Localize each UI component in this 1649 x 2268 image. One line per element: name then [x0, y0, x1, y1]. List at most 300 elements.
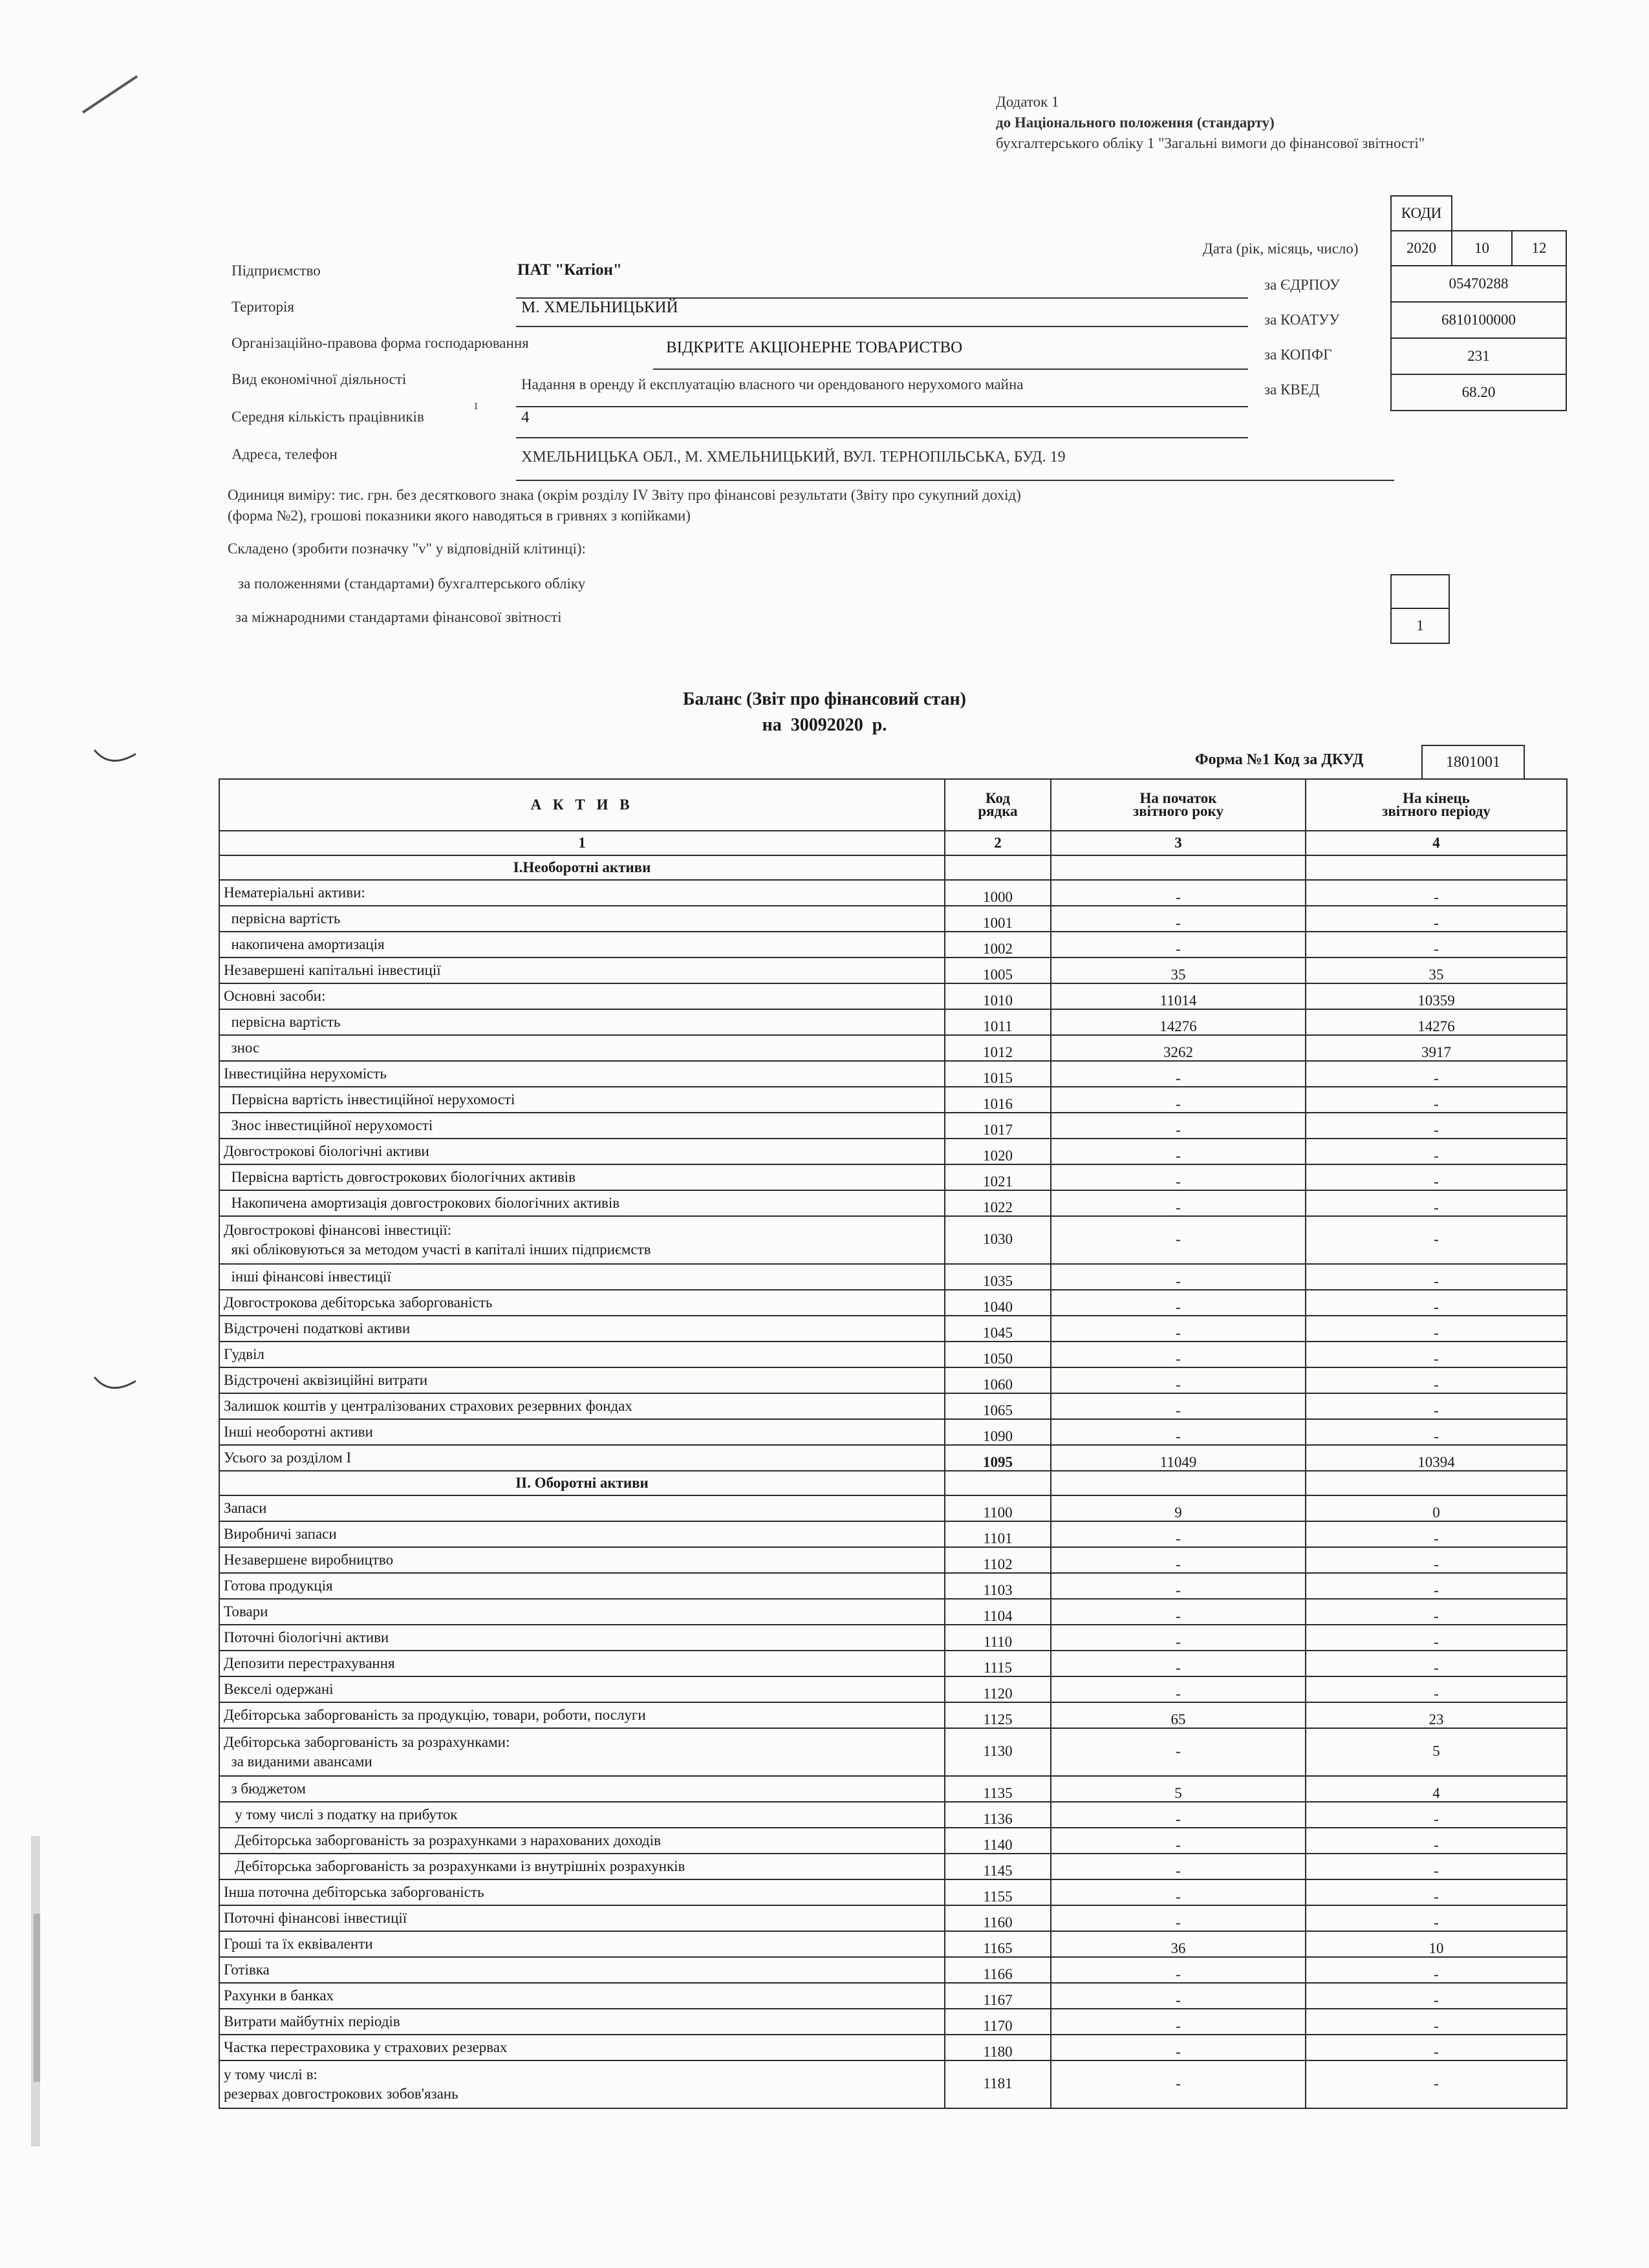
row-code: 1165 [945, 1931, 1051, 1957]
row-label-line-1: Інша поточна дебіторська заборгованість [224, 1884, 484, 1900]
row-label-line-1: Незавершені капітальні інвестиції [224, 962, 441, 978]
row-code: 1125 [945, 1702, 1051, 1728]
header-begin-line-1: На початок [1139, 790, 1217, 806]
table-row [219, 1290, 1567, 1316]
hole-punch-mark-bottom [91, 1364, 142, 1403]
row-label [219, 1728, 945, 1776]
enterprise-label: Підприємство [232, 262, 321, 279]
row-label [219, 1854, 945, 1879]
territory-underline [516, 326, 1248, 327]
row-label-line-1: Дебіторська заборгованість за продукцію, товари, роботи, послуги [224, 1707, 646, 1723]
section-title: I.Необоротні активи [219, 855, 945, 880]
dkud-code: 1801001 [1421, 745, 1525, 780]
row-value-end: - [1306, 1573, 1567, 1599]
row-label-line-1: Інші необоротні активи [224, 1424, 373, 1440]
row-value-end: - [1306, 1393, 1567, 1419]
row-value-begin: - [1051, 1164, 1306, 1190]
row-value-begin: - [1051, 1547, 1306, 1573]
row-label [219, 2060, 945, 2108]
row-code: 1000 [945, 880, 1051, 906]
row-code: 1166 [945, 1957, 1051, 1983]
empty-cell [945, 1471, 1051, 1495]
row-label [219, 1342, 945, 1367]
table-row [219, 880, 1567, 906]
row-value-begin: 11014 [1051, 983, 1306, 1009]
row-value-end: - [1306, 1190, 1567, 1216]
row-label [219, 1216, 945, 1264]
header-code-line-2: рядка [978, 803, 1018, 819]
row-value-begin: - [1051, 1676, 1306, 1702]
row-value-end: - [1306, 1547, 1567, 1573]
table-row [219, 1419, 1567, 1445]
code-kopfg: 231 [1391, 338, 1566, 374]
row-label-line-1: знос [224, 1040, 260, 1056]
header-asset: А К Т И В [219, 779, 945, 831]
code-koatuu: 6810100000 [1391, 302, 1566, 338]
row-value-begin: - [1051, 1802, 1306, 1828]
row-value-end: - [1306, 1164, 1567, 1190]
row-code: 1160 [945, 1905, 1051, 1931]
row-code: 1101 [945, 1521, 1051, 1547]
row-label [219, 1419, 945, 1445]
row-label-line-1: Витрати майбутніх періодів [224, 2013, 400, 2029]
row-label-line-1: Гроші та їх еквіваленти [224, 1936, 373, 1952]
row-code: 1005 [945, 957, 1051, 983]
row-value-end: - [1306, 1216, 1567, 1264]
row-code: 1170 [945, 2009, 1051, 2035]
row-value-end: - [1306, 1139, 1567, 1164]
row-label-line-1: Поточні біологічні активи [224, 1629, 389, 1645]
row-label [219, 1521, 945, 1547]
row-value-end: 14276 [1306, 1009, 1567, 1035]
row-code: 1104 [945, 1599, 1051, 1625]
row-label-line-1: Накопичена амортизація довгострокових біологічних активів [224, 1195, 620, 1211]
row-label [219, 1035, 945, 1061]
row-code: 1020 [945, 1139, 1051, 1164]
row-label-line-1: Гудвіл [224, 1346, 264, 1362]
table-row [219, 1139, 1567, 1164]
row-code: 1017 [945, 1113, 1051, 1139]
table-row [219, 1061, 1567, 1087]
row-label-line-1: Усього за розділом I [224, 1450, 352, 1466]
employees-footnote-mark: 1 [473, 401, 479, 412]
row-value-end: 4 [1306, 1776, 1567, 1802]
compiled-national-box [1390, 574, 1450, 609]
activity-underline [516, 406, 1248, 407]
row-label [219, 1879, 945, 1905]
row-value-begin: 5 [1051, 1776, 1306, 1802]
table-row [219, 1521, 1567, 1547]
row-value-end: - [1306, 906, 1567, 932]
row-value-end: - [1306, 1983, 1567, 2009]
row-value-begin: - [1051, 932, 1306, 957]
table-row [219, 1087, 1567, 1113]
row-code: 1001 [945, 906, 1051, 932]
row-value-begin: - [1051, 1728, 1306, 1776]
row-value-end: - [1306, 1625, 1567, 1651]
row-label-line-1: Дебіторська заборгованість за розрахунками з нарахованих доходів [224, 1832, 661, 1848]
hole-punch-mark-top [91, 737, 142, 776]
scan-edge-smudge [19, 1836, 58, 2146]
table-row [219, 1164, 1567, 1190]
header-end-line-2: звітного періоду [1382, 803, 1491, 819]
row-value-end: - [1306, 1879, 1567, 1905]
row-label-line-1: Інвестиційна нерухомість [224, 1065, 387, 1082]
table-row [219, 1445, 1567, 1471]
row-value-begin: - [1051, 1905, 1306, 1931]
row-value-begin: - [1051, 1139, 1306, 1164]
row-label [219, 1393, 945, 1419]
row-value-end: 10 [1306, 1931, 1567, 1957]
row-value-begin: 35 [1051, 957, 1306, 983]
row-code: 1015 [945, 1061, 1051, 1087]
table-row [219, 1802, 1567, 1828]
row-label [219, 1905, 945, 1931]
row-label-line-1: Дебіторська заборгованість за розрахунками із внутрішніх розрахунків [224, 1858, 685, 1874]
row-code: 1140 [945, 1828, 1051, 1854]
row-code: 1136 [945, 1802, 1051, 1828]
row-code: 1040 [945, 1290, 1051, 1316]
row-value-begin: 9 [1051, 1495, 1306, 1521]
row-value-end: - [1306, 1521, 1567, 1547]
row-value-begin: - [1051, 2035, 1306, 2060]
row-value-begin: - [1051, 1521, 1306, 1547]
row-value-begin: - [1051, 1651, 1306, 1676]
row-label-line-1: Первісна вартість довгострокових біологічних активів [224, 1169, 576, 1185]
row-code: 1060 [945, 1367, 1051, 1393]
row-value-end: - [1306, 1342, 1567, 1367]
row-value-end: - [1306, 1651, 1567, 1676]
row-label-line-1: у тому числі з податку на прибуток [224, 1806, 458, 1823]
row-label [219, 1316, 945, 1342]
row-value-end: - [1306, 1905, 1567, 1931]
row-value-begin: - [1051, 1290, 1306, 1316]
table-row [219, 2009, 1567, 2035]
table-row [219, 1393, 1567, 1419]
row-value-end: - [1306, 1290, 1567, 1316]
row-value-end: - [1306, 1419, 1567, 1445]
table-row [219, 2060, 1567, 2108]
employees-label: Середня кількість працівників [232, 409, 424, 425]
row-label-line-1: Довгострокові фінансові інвестиції: [224, 1222, 452, 1238]
row-value-begin: - [1051, 1983, 1306, 2009]
row-value-begin: - [1051, 1113, 1306, 1139]
balance-table [219, 778, 1568, 2109]
table-row [219, 1316, 1567, 1342]
table-row [219, 1728, 1567, 1776]
column-number-row [219, 831, 1567, 855]
table-row [219, 1035, 1567, 1061]
report-title: Баланс (Звіт про фінансовий стан) [682, 689, 966, 709]
row-label-line-1: Довгострокова дебіторська заборгованість [224, 1294, 493, 1311]
row-label [219, 1957, 945, 1983]
row-value-begin: - [1051, 1216, 1306, 1264]
code-year: 2020 [1391, 231, 1452, 266]
row-code: 1102 [945, 1547, 1051, 1573]
compiled-international-box: 1 [1390, 608, 1450, 644]
header-begin [1051, 779, 1306, 831]
row-code: 1011 [945, 1009, 1051, 1035]
row-value-begin: - [1051, 1599, 1306, 1625]
row-label [219, 2009, 945, 2035]
table-row [219, 1983, 1567, 2009]
row-value-begin: - [1051, 1879, 1306, 1905]
row-label-line-1: з бюджетом [224, 1781, 306, 1797]
appendix-line-2: до Національного положення (стандарту) [996, 114, 1275, 131]
row-value-end: - [1306, 1854, 1567, 1879]
row-code: 1110 [945, 1625, 1051, 1651]
row-value-begin: - [1051, 906, 1306, 932]
code-edrpou: 05470288 [1391, 266, 1566, 302]
row-label-line-1: Готівка [224, 1962, 270, 1978]
row-value-end: - [1306, 932, 1567, 957]
empty-cell [1306, 855, 1567, 880]
table-row [219, 1879, 1567, 1905]
row-label [219, 1599, 945, 1625]
row-value-end: 5 [1306, 1728, 1567, 1776]
report-date-suffix: р. [872, 715, 887, 735]
row-label-line-1: Залишок коштів у централізованих страхових резервних фондах [224, 1398, 632, 1414]
row-code: 1095 [945, 1445, 1051, 1471]
row-label-line-1: первісна вартість [224, 1014, 341, 1030]
form-label: Форма №1 Код за ДКУД [1195, 751, 1364, 768]
row-value-begin: - [1051, 1190, 1306, 1216]
table-row [219, 1957, 1567, 1983]
row-value-begin: - [1051, 1828, 1306, 1854]
table-row [219, 1702, 1567, 1728]
row-value-end: - [1306, 880, 1567, 906]
row-code: 1135 [945, 1776, 1051, 1802]
report-date-line [0, 715, 1649, 736]
row-label [219, 1625, 945, 1651]
row-value-end: - [1306, 1802, 1567, 1828]
row-value-end: 10394 [1306, 1445, 1567, 1471]
table-row [219, 1342, 1567, 1367]
row-label [219, 906, 945, 932]
col-num-3: 3 [1051, 831, 1306, 855]
row-label-line-1: Векселі одержані [224, 1681, 334, 1697]
table-row [219, 1905, 1567, 1931]
table-row [219, 1573, 1567, 1599]
row-label-line-1: Готова продукція [224, 1578, 333, 1594]
row-value-end: - [1306, 1367, 1567, 1393]
kopfg-label: за КОПФГ [1264, 347, 1332, 363]
row-value-end: - [1306, 1599, 1567, 1625]
table-row [219, 983, 1567, 1009]
table-row [219, 2035, 1567, 2060]
table-row [219, 1599, 1567, 1625]
row-value-begin: - [1051, 1957, 1306, 1983]
row-code: 1065 [945, 1393, 1051, 1419]
row-code: 1103 [945, 1573, 1051, 1599]
col-num-4: 4 [1306, 831, 1567, 855]
legal-form-value: ВІДКРИТЕ АКЦІОНЕРНЕ ТОВАРИСТВО [666, 339, 963, 356]
row-code: 1100 [945, 1495, 1051, 1521]
row-label [219, 1009, 945, 1035]
table-row [219, 1495, 1567, 1521]
row-value-end: - [1306, 1957, 1567, 1983]
empty-cell [1051, 1471, 1306, 1495]
row-label [219, 1445, 945, 1471]
enterprise-value: ПАТ "Катіон" [517, 261, 622, 279]
header-code [945, 779, 1051, 831]
header-end [1306, 779, 1567, 831]
table-row [219, 1264, 1567, 1290]
row-label-line-1: первісна вартість [224, 910, 341, 926]
row-label [219, 1983, 945, 2009]
row-label [219, 1802, 945, 1828]
row-value-begin: 14276 [1051, 1009, 1306, 1035]
row-code: 1180 [945, 2035, 1051, 2060]
row-label [219, 1113, 945, 1139]
table-row [219, 1676, 1567, 1702]
table-row [219, 1651, 1567, 1676]
koatuu-label: за КОАТУУ [1264, 312, 1340, 328]
table-row [219, 1190, 1567, 1216]
table-row [219, 1216, 1567, 1264]
activity-label: Вид економічної діяльності [232, 371, 407, 387]
row-value-end: 3917 [1306, 1035, 1567, 1061]
row-label [219, 983, 945, 1009]
table-row [219, 1367, 1567, 1393]
code-kved: 68.20 [1391, 374, 1566, 411]
empty-cell [1306, 1471, 1567, 1495]
row-value-begin: 3262 [1051, 1035, 1306, 1061]
row-code: 1021 [945, 1164, 1051, 1190]
table-row [219, 1625, 1567, 1651]
codes-grid [1390, 195, 1567, 411]
row-code: 1155 [945, 1879, 1051, 1905]
table-row [219, 1113, 1567, 1139]
table-row [219, 1776, 1567, 1802]
row-value-begin: - [1051, 1316, 1306, 1342]
compiled-international-label: за міжнародними стандартами фінансової звітності [235, 609, 562, 625]
row-code: 1030 [945, 1216, 1051, 1264]
employees-underline [516, 437, 1248, 438]
row-label-line-1: Знос інвестиційної нерухомості [224, 1117, 433, 1133]
row-label [219, 1139, 945, 1164]
row-label-line-1: Рахунки в банках [224, 1987, 334, 2004]
row-code: 1130 [945, 1728, 1051, 1776]
address-label: Адреса, телефон [232, 446, 338, 462]
row-value-end: 35 [1306, 957, 1567, 983]
row-label [219, 1676, 945, 1702]
row-label-line-1: Відстрочені аквізиційні витрати [224, 1372, 428, 1388]
row-label [219, 1264, 945, 1290]
row-code: 1181 [945, 2060, 1051, 2108]
row-label [219, 880, 945, 906]
header-begin-line-2: звітного року [1133, 803, 1223, 819]
units-note [228, 485, 1021, 526]
kved-label: за КВЕД [1264, 381, 1320, 398]
row-value-begin: - [1051, 1419, 1306, 1445]
row-value-begin: - [1051, 1854, 1306, 1879]
row-value-begin: - [1051, 2009, 1306, 2035]
header-code-line-1: Код [985, 790, 1010, 806]
compiled-national-label: за положеннями (стандартами) бухгалтерського обліку [238, 575, 586, 592]
codes-header: КОДИ [1391, 196, 1452, 231]
table-row [219, 1828, 1567, 1854]
row-value-begin: - [1051, 1393, 1306, 1419]
row-code: 1045 [945, 1316, 1051, 1342]
row-code: 1145 [945, 1854, 1051, 1879]
col-num-2: 2 [945, 831, 1051, 855]
row-label-line-1: Товари [224, 1603, 268, 1620]
row-label-line-1: інші фінансові інвестиції [224, 1268, 391, 1285]
row-value-end: - [1306, 2060, 1567, 2108]
row-code: 1035 [945, 1264, 1051, 1290]
row-value-begin: - [1051, 1625, 1306, 1651]
row-label-line-1: Довгострокові біологічні активи [224, 1143, 429, 1159]
row-value-end: - [1306, 1061, 1567, 1087]
table-header-row [219, 779, 1567, 831]
row-value-end: - [1306, 1264, 1567, 1290]
row-value-end: 23 [1306, 1702, 1567, 1728]
row-label [219, 1931, 945, 1957]
row-code: 1115 [945, 1651, 1051, 1676]
row-label-line-1: Поточні фінансові інвестиції [224, 1910, 407, 1926]
appendix-note [996, 92, 1425, 154]
address-value: ХМЕЛЬНИЦЬКА ОБЛ., М. ХМЕЛЬНИЦЬКИЙ, ВУЛ. ТЕРНОПІЛЬСЬКА, БУД. 19 [521, 449, 1066, 465]
row-value-end: - [1306, 2035, 1567, 2060]
table-row [219, 1547, 1567, 1573]
row-label [219, 1190, 945, 1216]
report-date: 30092020 [790, 715, 863, 735]
code-month: 10 [1452, 231, 1512, 266]
section-title: II. Оборотні активи [219, 1471, 945, 1495]
row-value-end: - [1306, 1828, 1567, 1854]
territory-label: Територія [232, 299, 294, 315]
table-row [219, 1854, 1567, 1879]
row-label [219, 1828, 945, 1854]
pen-stroke-mark [78, 71, 142, 123]
legal-form-underline [653, 369, 1248, 370]
row-value-end: - [1306, 1316, 1567, 1342]
row-label [219, 1164, 945, 1190]
row-value-begin: - [1051, 1573, 1306, 1599]
units-line-1: Одиниця виміру: тис. грн. без десяткового знака (окрім розділу IV Звіту про фінансові результати (Звіту про сукупний дохід) [228, 487, 1021, 503]
employees-value: 4 [521, 409, 530, 426]
appendix-line-3: бухгалтерського обліку 1 "Загальні вимоги до фінансової звітності" [996, 135, 1425, 151]
row-code: 1012 [945, 1035, 1051, 1061]
row-label-line-1: накопичена амортизація [224, 936, 385, 952]
row-code: 1016 [945, 1087, 1051, 1113]
row-value-end: - [1306, 2009, 1567, 2035]
row-label [219, 1573, 945, 1599]
row-value-begin: - [1051, 1342, 1306, 1367]
empty-cell [945, 855, 1051, 880]
row-label [219, 1651, 945, 1676]
table-row [219, 906, 1567, 932]
row-label-line-2: за виданими авансами [224, 1753, 372, 1770]
address-underline [516, 480, 1394, 481]
row-code: 1022 [945, 1190, 1051, 1216]
row-value-begin: - [1051, 1264, 1306, 1290]
empty-cell [1051, 855, 1306, 880]
row-value-begin: - [1051, 1367, 1306, 1393]
row-label [219, 1087, 945, 1113]
row-code: 1050 [945, 1342, 1051, 1367]
row-label-line-1: Частка перестраховика у страхових резервах [224, 2039, 508, 2055]
territory-value: М. ХМЕЛЬНИЦЬКИЙ [521, 299, 678, 316]
row-value-begin: - [1051, 880, 1306, 906]
row-label [219, 1547, 945, 1573]
col-num-1: 1 [219, 831, 945, 855]
legal-form-label: Організаційно-правова форма господарювання [232, 335, 529, 351]
row-label-line-1: Незавершене виробництво [224, 1552, 394, 1568]
units-line-2: (форма №2), грошові показники якого наводяться в гривнях з копійками) [228, 508, 691, 524]
row-value-begin: - [1051, 1061, 1306, 1087]
